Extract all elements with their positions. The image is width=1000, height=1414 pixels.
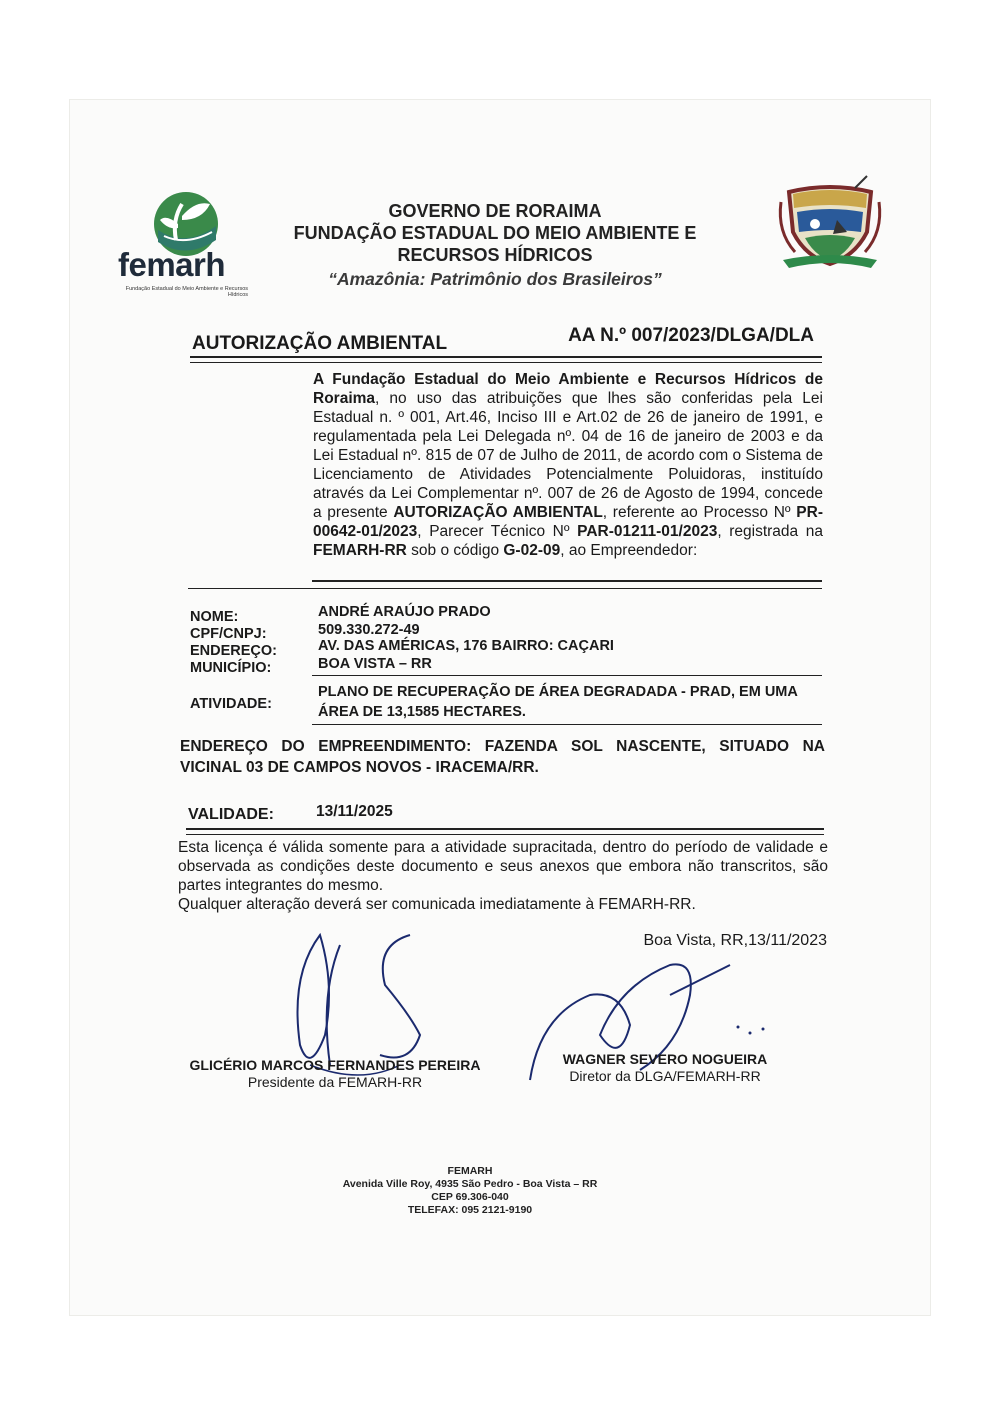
signer-role: Presidente da FEMARH-RR xyxy=(247,1074,423,1090)
footer-phone: TELEFAX: 095 2121-9190 xyxy=(407,1204,533,1216)
endereco-value: AV. DAS AMÉRICAS, 176 BAIRRO: CAÇARI xyxy=(318,638,614,654)
parecer-number: PAR-01211-01/2023 xyxy=(577,523,718,540)
brand-name: femarh xyxy=(118,246,226,283)
roraima-coat-of-arms-icon xyxy=(775,172,885,277)
atividade-value: PLANO DE RECUPERAÇÃO DE ÁREA DEGRADADA - PRAD, EM UMA ÁREA DE 13,1585 HECTARES. xyxy=(318,684,798,720)
signer-name: WAGNER SEVERO NOGUEIRA xyxy=(562,1051,768,1067)
site-address: ENDEREÇO DO EMPREENDIMENTO: FAZENDA SOL NASCENTE, SITUADO NA VICINAL 03 DE CAMPOS NOVOS - IRACEMA/RR. xyxy=(180,738,825,776)
registry-code: G-02-09 xyxy=(503,542,561,559)
validade-label: VALIDADE: xyxy=(188,806,274,823)
nome-value: ANDRÉ ARAÚJO PRADO xyxy=(318,604,491,620)
document-type: AUTORIZAÇÃO AMBIENTAL xyxy=(192,333,448,354)
letterhead xyxy=(240,200,750,290)
cpf-value: 509.330.272-49 xyxy=(318,622,420,638)
header-motto: “Amazônia: Patrimônio dos Brasileiros” xyxy=(328,269,662,289)
validade-value: 13/11/2025 xyxy=(316,803,393,820)
footer-address xyxy=(320,1165,620,1217)
signer-director xyxy=(550,1051,780,1085)
divider xyxy=(188,588,822,589)
process-number: PR-00642-01/2023 xyxy=(313,504,823,540)
footer-street: Avenida Ville Roy, 4935 São Pedro - Boa Vista – RR xyxy=(342,1178,598,1190)
divider xyxy=(312,675,822,676)
divider xyxy=(186,834,824,835)
femarh-logo xyxy=(118,190,258,305)
signer-name: GLICÉRIO MARCOS FERNANDES PEREIRA xyxy=(189,1057,481,1073)
document-title-row xyxy=(192,325,822,357)
header-line-3: RECURSOS HÍDRICOS xyxy=(397,245,593,265)
endereco-label: ENDEREÇO: xyxy=(190,643,278,659)
terms-note: Qualquer alteração deverá ser comunicada imediatamente à FEMARH-RR. xyxy=(178,896,696,913)
cpf-label: CPF/CNPJ: xyxy=(190,626,267,642)
municipio-label: MUNICÍPIO: xyxy=(190,660,272,676)
divider xyxy=(186,828,824,830)
signer-role: Diretor da DLGA/FEMARH-RR xyxy=(569,1068,761,1084)
divider xyxy=(312,580,822,582)
org-name: A Fundação Estadual do Meio Ambiente e Recursos Hídricos de Roraima xyxy=(313,371,823,407)
divider xyxy=(312,724,822,725)
footer-org: FEMARH xyxy=(447,1165,493,1177)
footer-cep: CEP 69.306-040 xyxy=(431,1191,509,1203)
document-number: AA N.º 007/2023/DLGA/DLA xyxy=(568,325,814,346)
header-line-1: GOVERNO DE RORAIMA xyxy=(388,201,602,221)
intro-paragraph: A Fundação Estadual do Meio Ambiente e Recursos Hídricos de Roraima, no uso das atribuições que lhes são conferidas pela Lei Estadual n. º 001, Art.46, Inciso III e Art.02 de 26 de janeiro de 1991, e regulamentada pela Lei Delegada nº. 04 de 16 de janeiro de 2003 e da Lei Estadual nº. 815 de 07 de Julho de 2011, de acordo com o Sistema de Licenciamento de Atividades Potencialmente Poluidoras, instituído através da Lei Complementar nº. 007 de 26 de Agosto de 1994, concede a presente AUTORIZAÇÃO AMBIENTAL, referente ao Processo Nº PR-00642-01/2023, Parecer Técnico Nº PAR-01211-01/2023, registrada na FEMARH-RR sob o código G-02-09, ao Empreendedor: xyxy=(313,371,824,559)
brand-subtitle: Fundação Estadual do Meio Ambiente e Recursos Hídricos xyxy=(125,286,248,298)
atividade-label: ATIVIDADE: xyxy=(190,696,272,712)
header-line-2: FUNDAÇÃO ESTADUAL DO MEIO AMBIENTE E xyxy=(293,223,697,243)
place-date: Boa Vista, RR,13/11/2023 xyxy=(643,932,827,949)
terms-paragraph: Esta licença é válida somente para a atividade supracitada, dentro do período de validade e observada as condições deste documento e seus anexos que embora não transcritos, são partes integrantes do mesmo. xyxy=(178,839,828,894)
divider xyxy=(190,356,822,358)
signer-president xyxy=(180,1057,490,1091)
nome-label: NOME: xyxy=(190,609,239,625)
municipio-value: BOA VISTA – RR xyxy=(318,656,432,672)
divider xyxy=(190,362,822,363)
